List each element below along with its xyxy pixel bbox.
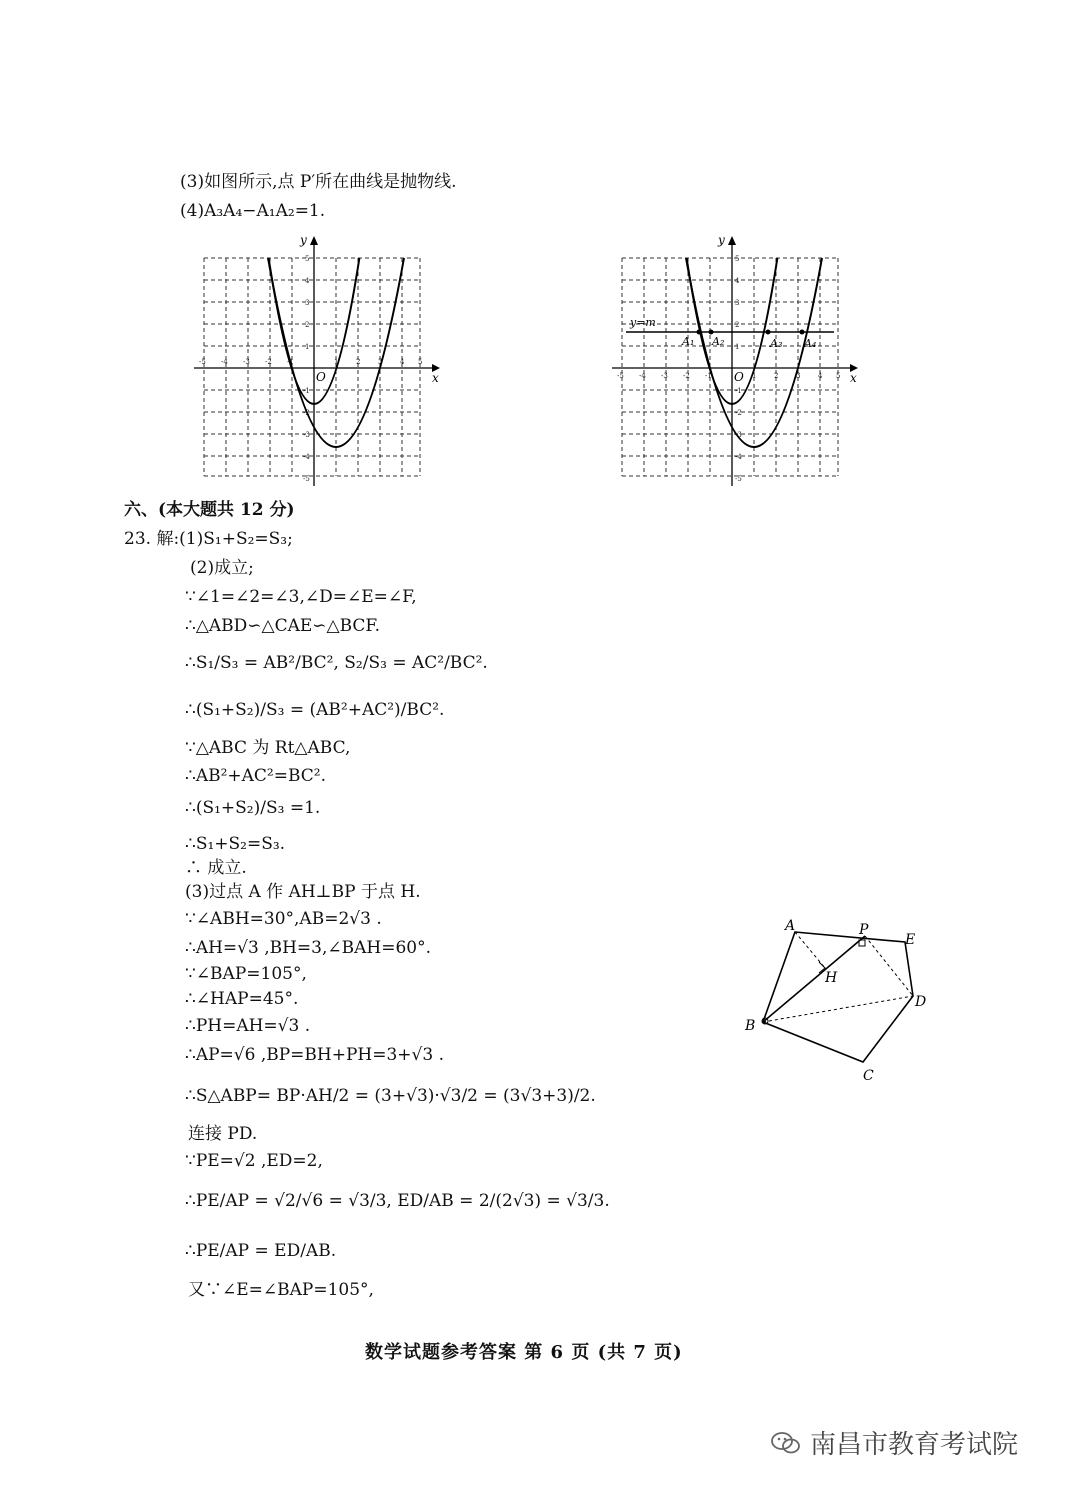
graph1-xtick: 5: [418, 358, 423, 366]
graph2-xtick: 1: [752, 372, 757, 380]
graph1-ytick: 5: [305, 255, 310, 263]
graph2-ytick: -4: [735, 453, 742, 461]
solution-line: 又∵∠E=∠BAP=105°,: [188, 1280, 374, 1300]
solution-line: ∵∠BAP=105°,: [185, 964, 307, 984]
solution-line: 23. 解:(1)S₁+S₂=S₃;: [124, 529, 293, 549]
solution-line: ∴AH=√3 ,BH=3,∠BAH=60°.: [185, 938, 432, 958]
graph1-xtick: -4: [221, 358, 228, 366]
label-a4: A₄: [804, 337, 817, 350]
graph2-line-label: y=m: [630, 316, 656, 329]
solution-line: ∴PE/AP = √2/√6 = √3/3, ED/AB = 2/(2√3) = √3/3.: [185, 1191, 610, 1211]
solution-line: ∴(S₁+S₂)/S₃ =1.: [185, 798, 321, 818]
graph1-ytick: 2: [305, 321, 310, 329]
segment-bd: [763, 996, 913, 1022]
solution-line: ∴ 成立.: [185, 858, 247, 878]
graph1-ytick: 3: [305, 299, 310, 307]
answer-part-3: (3)如图所示,点 P′所在曲线是抛物线.: [180, 172, 457, 192]
point-a1: [697, 330, 702, 335]
graph1-grid: [204, 258, 423, 476]
graph2-xtick: -4: [639, 372, 646, 380]
solution-line: ∴PH=AH=√3 .: [185, 1016, 311, 1036]
section-heading: 六、(本大题共 12 分): [124, 500, 295, 520]
watermark: [770, 1424, 1018, 1461]
graph2-ytick: 2: [735, 321, 740, 329]
label-p: P: [859, 922, 869, 938]
graph1-ytick: 1: [305, 343, 310, 351]
graph2-xtick: 2: [774, 372, 779, 380]
label-b: B: [745, 1018, 756, 1034]
graph2-xtick: -3: [661, 372, 668, 380]
graph2-y-arrow: [728, 236, 736, 245]
graph2-ytick: -5: [735, 475, 742, 483]
segment-ah: [795, 932, 825, 968]
pentagon-figure: [735, 910, 935, 1090]
graph1-xtick: -2: [265, 358, 272, 366]
wechat-icon: [770, 1430, 802, 1456]
graph2-ytick: 1: [735, 343, 740, 351]
solution-line: ∵PE=√2 ,ED=2,: [185, 1151, 323, 1171]
graph2-xtick: 5: [836, 372, 841, 380]
solution-line: ∴△ABD∽△CAE∽△BCF.: [185, 616, 380, 636]
point-a4: [800, 330, 805, 335]
graph2-ytick: -3: [735, 431, 742, 439]
graph1-origin: O: [316, 370, 326, 384]
graph2-xtick: 3: [796, 372, 801, 380]
graph1-xtick: 4: [400, 358, 405, 366]
graph1-ytick: -5: [303, 475, 310, 483]
watermark-text: 南昌市教育考试院: [810, 1430, 1019, 1460]
graph2-origin: O: [734, 370, 744, 384]
pentagon-abcde: [763, 932, 916, 1062]
solution-line: ∴(S₁+S₂)/S₃ = (AB²+AC²)/BC².: [185, 700, 445, 720]
graph1-ytick: -2: [303, 409, 310, 417]
graph2-grid: [622, 258, 841, 476]
label-a: A: [785, 918, 796, 934]
graph1-ytick: -3: [303, 431, 310, 439]
solution-line: ∴AP=√6 ,BP=BH+PH=3+√3 .: [185, 1045, 444, 1065]
label-c: C: [863, 1068, 874, 1084]
label-h: H: [825, 970, 838, 986]
graph2-xtick: -1: [705, 372, 712, 380]
label-d: D: [915, 994, 927, 1010]
graph1-xtick: 1: [334, 358, 339, 366]
label-a3: A₃: [770, 337, 783, 350]
graph2-x-label: x: [850, 371, 857, 385]
graph1-xtick: 2: [356, 358, 361, 366]
graph2-y-label: y: [718, 233, 725, 247]
graph1-ytick: -4: [303, 453, 310, 461]
graph2-ytick: -2: [735, 409, 742, 417]
solution-line: ∴PE/AP = ED/AB.: [185, 1241, 337, 1261]
parabola-graph-2: [608, 230, 868, 490]
graph2-ytick: 4: [735, 277, 740, 285]
point-a2: [709, 330, 714, 335]
graph2-ytick: 5: [735, 255, 740, 263]
solution-line: ∴S₁+S₂=S₃.: [185, 834, 286, 854]
graph1-xtick: -3: [243, 358, 250, 366]
graph2-ytick: -1: [735, 387, 742, 395]
graph1-xtick: 3: [378, 358, 383, 366]
label-e: E: [905, 932, 916, 948]
graph2-xtick: -5: [617, 372, 624, 380]
graph1-ytick: -1: [303, 387, 310, 395]
solution-line: ∵△ABC 为 Rt△ABC,: [185, 738, 351, 758]
graph1-x-label: x: [432, 371, 439, 385]
answer-part-4: (4)A₃A₄−A₁A₂=1.: [180, 201, 326, 221]
graph2-xtick: 4: [818, 372, 823, 380]
solution-line: ∴S₁/S₃ = AB²/BC², S₂/S₃ = AC²/BC².: [185, 653, 488, 673]
label-a1: A₁: [682, 335, 695, 348]
point-a3: [766, 330, 771, 335]
graph1-ytick: 4: [305, 277, 310, 285]
graph2-xtick: -2: [683, 372, 690, 380]
solution-line: 连接 PD.: [188, 1124, 258, 1144]
solution-line: ∵∠1=∠2=∠3,∠D=∠E=∠F,: [185, 587, 417, 607]
graph1-y-arrow: [310, 236, 318, 245]
solution-line: (3)过点 A 作 AH⊥BP 于点 H.: [185, 882, 421, 902]
graph1-xtick: -5: [199, 358, 206, 366]
solution-line: ∵∠ABH=30°,AB=2√3 .: [185, 909, 382, 929]
graph1-y-label: y: [300, 233, 307, 247]
label-a2: A₂: [712, 335, 725, 348]
solution-line: ∴AB²+AC²=BC².: [185, 766, 327, 786]
graph2-ytick: 3: [735, 299, 740, 307]
page-footer: 数学试题参考答案 第 6 页 (共 7 页): [365, 1342, 683, 1363]
solution-line: ∴∠HAP=45°.: [185, 989, 299, 1009]
solution-line: (2)成立;: [190, 558, 254, 578]
solution-line: ∴S△ABP= BP·AH/2 = (3+√3)·√3/2 = (3√3+3)/2.: [185, 1086, 596, 1106]
graph1-xtick: -1: [287, 358, 294, 366]
parabola-graph-1: [190, 230, 450, 490]
